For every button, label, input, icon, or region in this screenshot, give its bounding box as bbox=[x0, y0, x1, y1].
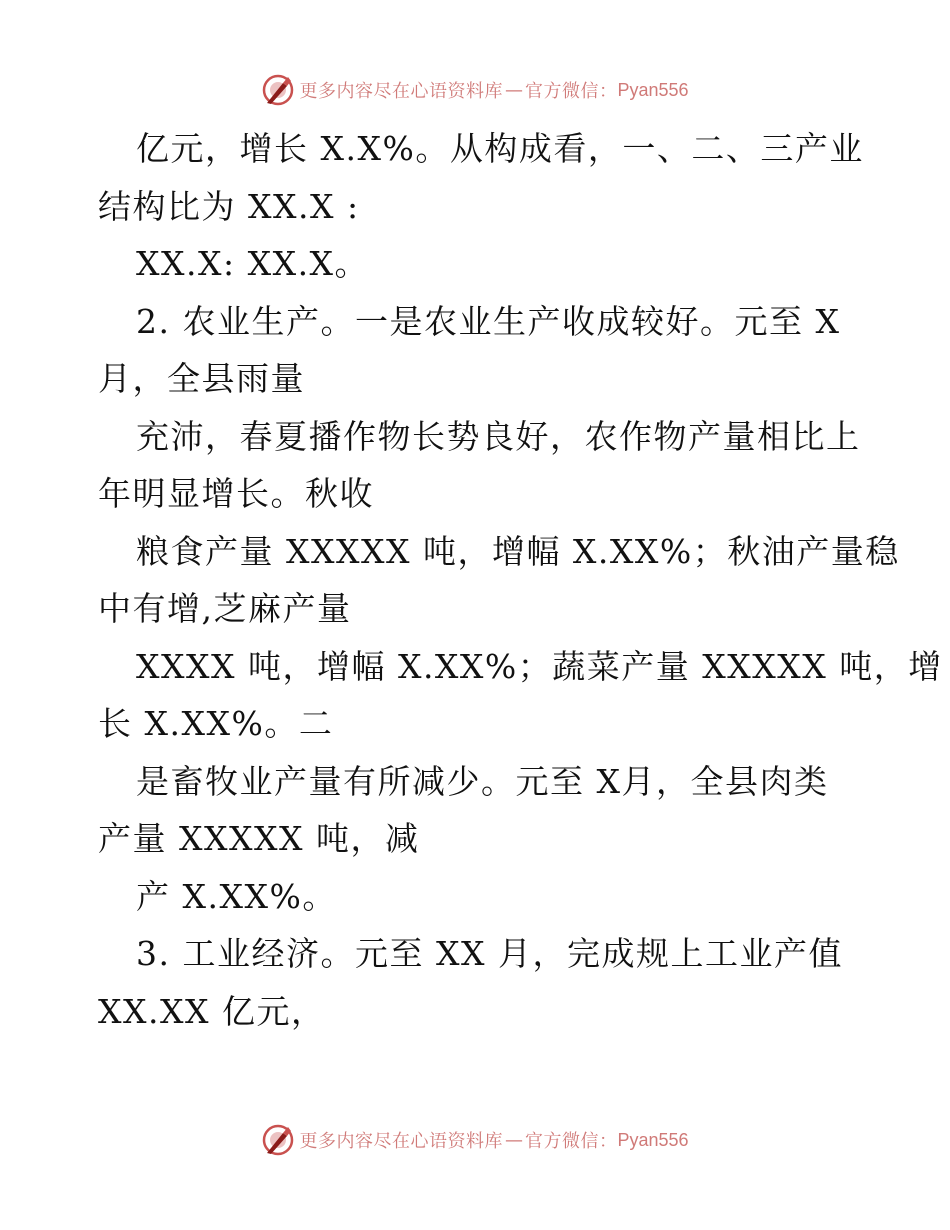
watermark-label: 官方微信： bbox=[524, 1131, 618, 1152]
watermark-label: 官方微信： bbox=[524, 81, 618, 102]
text-line: 长 X.XX%。二 bbox=[98, 704, 334, 743]
text-line: 结构比为 XX.X : bbox=[98, 186, 360, 226]
text-line: 月，全县雨量 bbox=[98, 359, 305, 398]
text-line: 是畜牧业产量有所减少。元至 X月，全县肉类 bbox=[136, 761, 829, 801]
header-watermark bbox=[0, 70, 950, 110]
document-body bbox=[98, 120, 943, 1040]
text-line: 2. 农业生产。一是农业生产收成较好。元至 X bbox=[136, 301, 841, 341]
watermark-id: Pyan556 bbox=[617, 79, 689, 100]
text-line: 中有增,芝麻产量 bbox=[98, 589, 352, 628]
text-line: XX.X: XX.X。 bbox=[136, 244, 370, 283]
text-line: 年明显增长。秋收 bbox=[98, 474, 374, 513]
pen-logo-icon bbox=[261, 73, 295, 107]
text-line: 粮食产量 XXXXX 吨，增幅 X.XX%；秋油产量稳 bbox=[136, 531, 900, 571]
watermark-separator: — bbox=[504, 1129, 523, 1151]
watermark-text: 更多内容尽在心语资料库 bbox=[299, 81, 503, 102]
text-line: 产 X.XX%。 bbox=[136, 876, 337, 916]
text-line: 亿元，增长 X.X%。从构成看，一、二、三产业 bbox=[136, 129, 864, 168]
text-line: 产量 XXXXX 吨，减 bbox=[98, 819, 420, 858]
text-line: 3. 工业经济。元至 XX 月，完成规上工业产值 bbox=[136, 934, 843, 973]
watermark-text: 更多内容尽在心语资料库 bbox=[299, 1131, 503, 1152]
watermark-id: Pyan556 bbox=[617, 1129, 689, 1150]
text-line: 充沛，春夏播作物长势良好，农作物产量相比上 bbox=[136, 416, 861, 456]
text-line: XXXX 吨，增幅 X.XX%；蔬菜产量 XXXXX 吨，增 bbox=[136, 646, 943, 686]
watermark-separator: — bbox=[504, 79, 523, 101]
pen-logo-icon bbox=[261, 1123, 295, 1157]
text-line: XX.XX 亿元， bbox=[98, 991, 326, 1031]
footer-watermark bbox=[0, 1120, 950, 1160]
